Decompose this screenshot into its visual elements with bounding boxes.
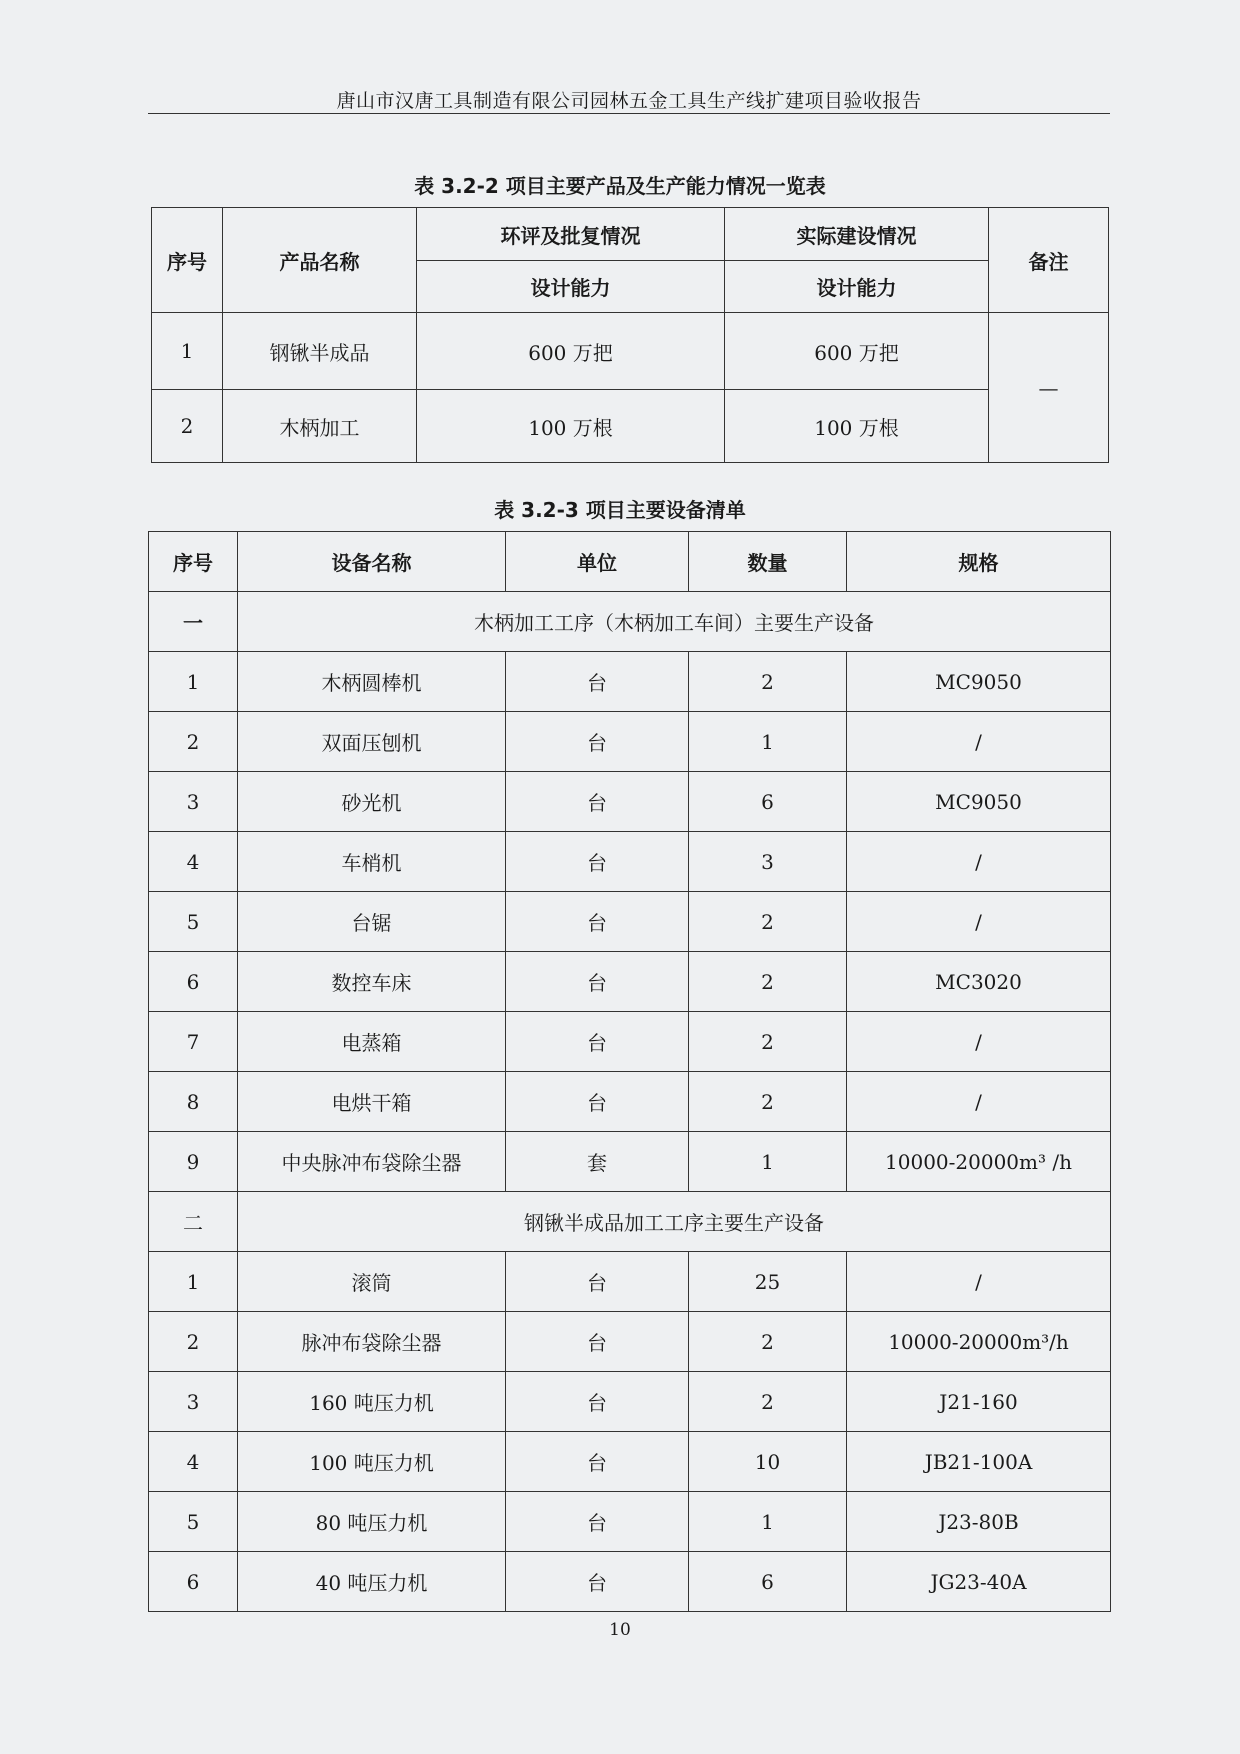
cell-spec: JG23-40A <box>847 1552 1111 1612</box>
cell-qty: 2 <box>689 952 847 1012</box>
cell-name: 车梢机 <box>238 832 506 892</box>
cell-name: 40 吨压力机 <box>238 1552 506 1612</box>
t2-header-name: 设备名称 <box>238 532 506 592</box>
table-row <box>149 1432 1111 1492</box>
cell-unit: 台 <box>506 1372 689 1432</box>
table-row <box>149 1372 1111 1432</box>
cell-seq: 5 <box>149 1492 238 1552</box>
t2-header-seq: 序号 <box>149 532 238 592</box>
table-row <box>149 1012 1111 1072</box>
section-seq: 一 <box>149 592 238 652</box>
cell-qty: 2 <box>689 892 847 952</box>
table-row <box>149 712 1111 772</box>
equipment-list-table <box>148 531 1111 1612</box>
t1-cell-seq: 2 <box>152 390 223 463</box>
t1-cell-seq: 1 <box>152 313 223 390</box>
cell-spec: 10000-20000m³/h <box>847 1312 1111 1372</box>
table-row <box>149 1252 1111 1312</box>
cell-unit: 台 <box>506 892 689 952</box>
cell-spec: MC3020 <box>847 952 1111 1012</box>
t1-cell-product: 木柄加工 <box>223 390 417 463</box>
cell-unit: 套 <box>506 1132 689 1192</box>
cell-spec: J21-160 <box>847 1372 1111 1432</box>
table-row <box>149 952 1111 1012</box>
section-row <box>149 592 1111 652</box>
cell-unit: 台 <box>506 1012 689 1072</box>
t1-cell-actual: 600 万把 <box>725 313 989 390</box>
t2-header-qty: 数量 <box>689 532 847 592</box>
cell-name: 电烘干箱 <box>238 1072 506 1132</box>
cell-unit: 台 <box>506 832 689 892</box>
table-row <box>149 1132 1111 1192</box>
cell-name: 滚筒 <box>238 1252 506 1312</box>
cell-qty: 2 <box>689 652 847 712</box>
cell-qty: 2 <box>689 1072 847 1132</box>
cell-spec: JB21-100A <box>847 1432 1111 1492</box>
t1-header-note: 备注 <box>989 208 1109 313</box>
cell-qty: 2 <box>689 1372 847 1432</box>
cell-unit: 台 <box>506 772 689 832</box>
cell-seq: 9 <box>149 1132 238 1192</box>
cell-spec: / <box>847 892 1111 952</box>
cell-qty: 6 <box>689 772 847 832</box>
cell-seq: 4 <box>149 832 238 892</box>
section-seq: 二 <box>149 1192 238 1252</box>
table-row <box>149 772 1111 832</box>
cell-spec: / <box>847 712 1111 772</box>
cell-qty: 3 <box>689 832 847 892</box>
t1-header-eia-capacity: 设计能力 <box>417 261 725 313</box>
table-row <box>149 832 1111 892</box>
cell-name: 数控车床 <box>238 952 506 1012</box>
cell-seq: 2 <box>149 1312 238 1372</box>
cell-name: 脉冲布袋除尘器 <box>238 1312 506 1372</box>
t1-header-eia: 环评及批复情况 <box>417 208 725 261</box>
section2-rows <box>149 1252 1111 1612</box>
cell-qty: 25 <box>689 1252 847 1312</box>
cell-seq: 7 <box>149 1012 238 1072</box>
cell-unit: 台 <box>506 1432 689 1492</box>
cell-spec: / <box>847 832 1111 892</box>
cell-qty: 10 <box>689 1432 847 1492</box>
t1-header-actual-capacity: 设计能力 <box>725 261 989 313</box>
cell-seq: 1 <box>149 652 238 712</box>
section1-rows <box>149 652 1111 1192</box>
cell-qty: 1 <box>689 1492 847 1552</box>
t1-header-product: 产品名称 <box>223 208 417 313</box>
cell-unit: 台 <box>506 1492 689 1552</box>
cell-seq: 6 <box>149 952 238 1012</box>
table2-caption: 表 3.2-3 项目主要设备清单 <box>494 498 746 522</box>
cell-unit: 台 <box>506 1552 689 1612</box>
cell-name: 80 吨压力机 <box>238 1492 506 1552</box>
cell-seq: 3 <box>149 772 238 832</box>
section-title: 木柄加工工序（木柄加工车间）主要生产设备 <box>238 592 1111 652</box>
table-row <box>152 313 1109 390</box>
cell-unit: 台 <box>506 1252 689 1312</box>
header-rule <box>148 113 1110 114</box>
t1-cell-product: 钢锹半成品 <box>223 313 417 390</box>
table-row <box>149 1552 1111 1612</box>
cell-name: 电蒸箱 <box>238 1012 506 1072</box>
cell-spec: MC9050 <box>847 652 1111 712</box>
table-row <box>149 892 1111 952</box>
cell-seq: 4 <box>149 1432 238 1492</box>
cell-seq: 3 <box>149 1372 238 1432</box>
cell-unit: 台 <box>506 652 689 712</box>
cell-qty: 2 <box>689 1312 847 1372</box>
cell-unit: 台 <box>506 712 689 772</box>
t1-cell-actual: 100 万根 <box>725 390 989 463</box>
cell-name: 砂光机 <box>238 772 506 832</box>
cell-seq: 5 <box>149 892 238 952</box>
t1-header-actual: 实际建设情况 <box>725 208 989 261</box>
table1-caption: 表 3.2-2 项目主要产品及生产能力情况一览表 <box>414 174 826 198</box>
t2-header-unit: 单位 <box>506 532 689 592</box>
cell-seq: 1 <box>149 1252 238 1312</box>
cell-seq: 6 <box>149 1552 238 1612</box>
cell-name: 中央脉冲布袋除尘器 <box>238 1132 506 1192</box>
table-row <box>149 652 1111 712</box>
cell-name: 木柄圆棒机 <box>238 652 506 712</box>
table-row <box>152 390 1109 463</box>
cell-unit: 台 <box>506 1072 689 1132</box>
cell-unit: 台 <box>506 952 689 1012</box>
table-row <box>149 1312 1111 1372</box>
product-capacity-table <box>151 207 1109 463</box>
cell-spec: / <box>847 1012 1111 1072</box>
cell-spec: MC9050 <box>847 772 1111 832</box>
cell-seq: 8 <box>149 1072 238 1132</box>
t1-cell-eia: 600 万把 <box>417 313 725 390</box>
cell-seq: 2 <box>149 712 238 772</box>
cell-name: 台锯 <box>238 892 506 952</box>
cell-name: 双面压刨机 <box>238 712 506 772</box>
t1-header-seq: 序号 <box>152 208 223 313</box>
cell-qty: 6 <box>689 1552 847 1612</box>
page-header: 唐山市汉唐工具制造有限公司园林五金工具生产线扩建项目验收报告 <box>336 90 922 112</box>
cell-name: 160 吨压力机 <box>238 1372 506 1432</box>
table-row <box>149 1072 1111 1132</box>
page-number: 10 <box>609 1620 631 1640</box>
cell-spec: 10000-20000m³ /h <box>847 1132 1111 1192</box>
cell-qty: 1 <box>689 1132 847 1192</box>
t1-cell-eia: 100 万根 <box>417 390 725 463</box>
cell-unit: 台 <box>506 1312 689 1372</box>
cell-qty: 2 <box>689 1012 847 1072</box>
t2-header-spec: 规格 <box>847 532 1111 592</box>
section-title: 钢锹半成品加工工序主要生产设备 <box>238 1192 1111 1252</box>
t1-cell-note: — <box>989 313 1109 463</box>
cell-qty: 1 <box>689 712 847 772</box>
cell-spec: / <box>847 1252 1111 1312</box>
section-row <box>149 1192 1111 1252</box>
cell-spec: / <box>847 1072 1111 1132</box>
table-row <box>149 1492 1111 1552</box>
cell-name: 100 吨压力机 <box>238 1432 506 1492</box>
cell-spec: J23-80B <box>847 1492 1111 1552</box>
